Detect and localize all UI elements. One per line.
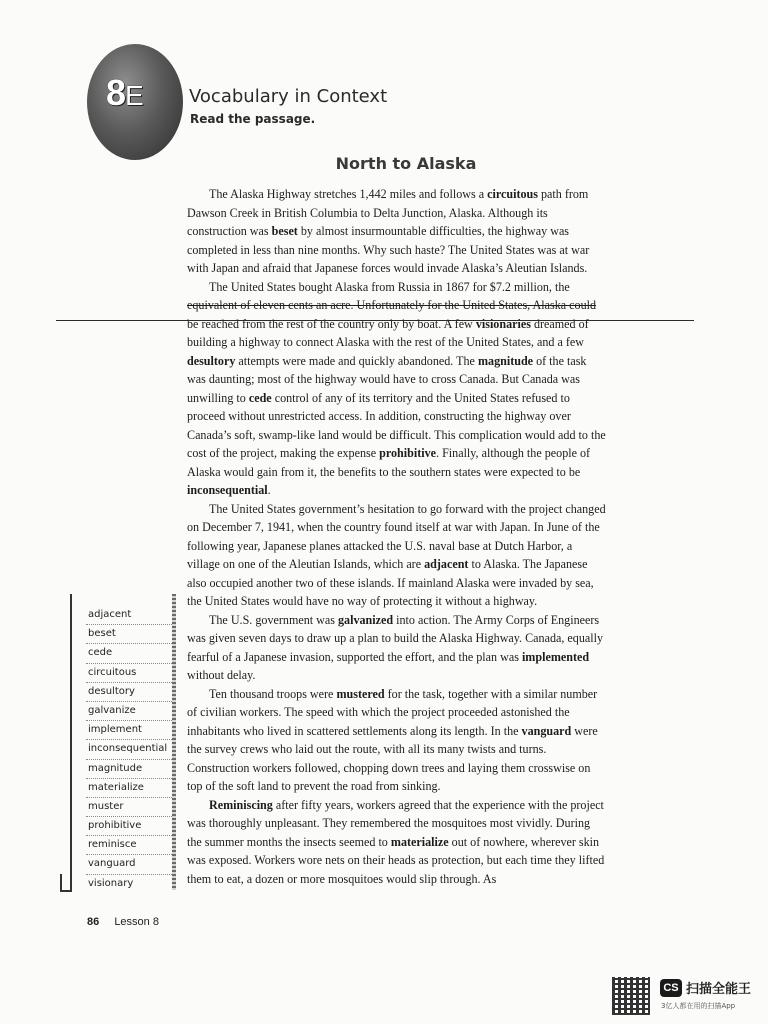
passage-text: . Finally, although the people of Alaska would gain from it, the benefits to the southern states were expected to be (187, 446, 591, 479)
passage-paragraph (187, 500, 607, 611)
badge-letter: E (125, 80, 143, 111)
word-box-item: inconsequential (86, 740, 172, 759)
passage-text: of the task was daunting; most of the highway would have to cross Canada. But Canada was unwilling to (187, 353, 587, 405)
vocab-word: implemented (521, 649, 590, 664)
passage-text: path from Dawson Creek in British Columbia to Delta Junction, Alaska. Although its construction was (187, 187, 589, 238)
vocab-word: circuitous (487, 187, 538, 201)
word-list (86, 606, 172, 893)
scanner-tagline: 3亿人都在用的扫描App (661, 1002, 736, 1010)
passage-paragraph (187, 611, 607, 685)
word-box-item: galvanize (86, 702, 172, 721)
vocab-word: inconsequential (187, 483, 268, 497)
word-box-item: adjacent (86, 606, 172, 625)
scanner-logo-icon: CS (660, 979, 682, 997)
word-box-item: circuitous (86, 664, 172, 683)
lesson-badge-label (106, 72, 143, 114)
word-box-edge (172, 594, 176, 890)
scanner-app-name: 扫描全能王 (686, 982, 752, 997)
word-box-item: visionary (88, 877, 134, 889)
passage-text: control of any of its territory and the United States refused to proceed without unrestricted access. In addition, constructing the highway over Canada’s soft, swamp-like land would be difficult. This complication would add to the cost of the project, making the expense (187, 390, 606, 460)
passage-paragraph (187, 278, 607, 500)
vocab-word: visionaries (475, 316, 531, 331)
page-footer (87, 916, 159, 928)
passage-text: The U.S. government was (209, 612, 338, 627)
word-box (70, 594, 176, 890)
vocab-word: cede (248, 390, 272, 405)
vocab-word: galvanized (337, 612, 394, 627)
passage-text: after fifty years, workers agreed that the experience with the project was thoroughly unpleasant. They remembered the mosquitoes most vividly. During the summer months the insects seemed to (187, 797, 604, 849)
word-box-item: implement (86, 721, 172, 740)
word-box-item: magnitude (86, 760, 172, 779)
word-box-item: vanguard (86, 855, 172, 874)
vocab-word: prohibitive (379, 446, 437, 460)
passage-text: be reached from the rest of the country only by boat. A few (187, 316, 476, 331)
section-title: Vocabulary in Context (189, 86, 388, 107)
passage-text: The United States bought Alaska from Russia in 1867 for $7.2 million, the (209, 279, 570, 294)
passage-text: equivalent of eleven cents an acre. Unfortunately for the United States, Alaska could (187, 298, 597, 312)
qr-code-icon (612, 977, 650, 1015)
passage-text: Ten thousand troops were (209, 686, 337, 701)
vocab-word: desultory (187, 353, 236, 368)
horizontal-rule (56, 320, 694, 321)
passage-text: The Alaska Highway stretches 1,442 miles and follows a (209, 187, 488, 201)
page-number: 86 (87, 916, 100, 928)
word-box-item: materialize (86, 779, 172, 798)
vocab-word: vanguard (521, 723, 572, 738)
passage-text: to Alaska. The Japanese also occupied another two of these islands. If mainland Alaska were invaded by sea, the United States would have no way of protecting it without a highway. (187, 557, 594, 608)
passage-paragraph (187, 796, 607, 889)
vocab-word: Reminiscing (209, 797, 273, 812)
passage-text: attempts were made and quickly abandoned. The (235, 353, 478, 368)
word-box-corner (60, 874, 72, 892)
word-box-item: cede (86, 644, 172, 663)
passage-paragraph (187, 185, 607, 278)
vocab-word: adjacent (424, 557, 469, 571)
vocab-word: magnitude (477, 353, 534, 368)
vocab-word: beset (271, 224, 298, 238)
word-box-item: desultory (86, 683, 172, 702)
word-box-item: muster (86, 798, 172, 817)
passage-text: for the task, together with a similar number of civilian workers. The speed with which the project proceeded astonished the inhabitants who lived in scattered settlements along its length. In the (187, 686, 598, 738)
passage-text: out of nowhere, wherever skin was exposed. Workers wore nets on their heads as protection, but each time they lifted them to eat, a dozen or more mosquitoes would slip through. As (187, 834, 605, 886)
word-box-item: beset (86, 625, 172, 644)
passage-text: without delay. (187, 668, 256, 682)
passage-text: were the survey crews who laid out the route, with all its many twists and turns. Construction workers followed, chopping down trees and laying them crosswise on top of the soft land to prevent the road from sinking. (187, 723, 598, 793)
passage-text: by almost insurmountable difficulties, the highway was completed in less than nine months. Why such haste? The United States was at war with Japan and afraid that Japanese forces would invade Alaska’s Aleutian Islands. (187, 224, 590, 275)
instruction-text: Read the passage. (190, 112, 316, 126)
vocab-word: mustered (336, 686, 385, 701)
word-box-item: prohibitive (86, 817, 172, 836)
vocab-word: materialize (390, 834, 449, 849)
passage-text: into action. The Army Corps of Engineers was given seven days to draw up a plan to build the Alaska Highway. Canada, equally fearful of a Japanese invasion, supported the effort, and the plan was (187, 612, 604, 664)
lesson-label: Lesson 8 (114, 916, 159, 928)
passage-paragraph (187, 685, 607, 796)
passage-body (187, 185, 607, 888)
passage-text: The United States government’s hesitation to go forward with the project changed on December 7, 1941, when the country found itself at war with Japan. In June of the following year, Japanese planes attacked the U.S. naval base at Dutch Harbor, a village on one of the Aleutian Islands, which are (187, 501, 606, 571)
badge-number: 8 (106, 72, 126, 113)
passage-title: North to Alaska (335, 154, 477, 173)
passage-text: . (267, 483, 271, 497)
passage-text: dreamed of building a highway to connect Alaska with the rest of the United States, and a few (187, 316, 589, 349)
word-box-item: reminisce (86, 836, 172, 855)
